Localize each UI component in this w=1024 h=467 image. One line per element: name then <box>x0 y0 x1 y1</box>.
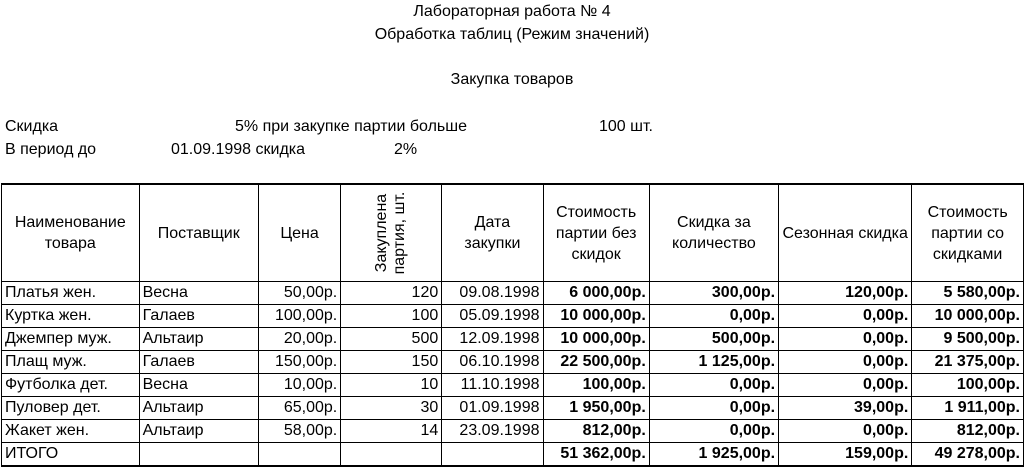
cell-supplier[interactable]: Альтаир <box>139 420 258 443</box>
cell-supplier[interactable]: Весна <box>139 374 258 397</box>
cell-qty[interactable]: 500 <box>341 328 442 351</box>
table-row <box>2 305 1024 328</box>
cell-qty-discount[interactable]: 1 125,00р. <box>649 351 778 374</box>
cell-date[interactable]: 05.09.1998 <box>442 305 543 328</box>
period-pct: 2% <box>394 141 418 158</box>
cell-date[interactable]: 06.10.1998 <box>442 351 543 374</box>
cell-name[interactable]: Пуловер дет. <box>2 397 140 420</box>
cell-name[interactable]: Джемпер муж. <box>2 328 140 351</box>
header-supplier: Поставщик <box>139 184 258 282</box>
cell-date[interactable]: 12.09.1998 <box>442 328 543 351</box>
cell-qty-discount[interactable]: 500,00р. <box>649 328 778 351</box>
cell-date[interactable]: 11.10.1998 <box>442 374 543 397</box>
table-row <box>2 351 1024 374</box>
table-title: Закупка товаров <box>450 71 574 88</box>
header-qty-discount: Скидка за количество <box>649 184 778 282</box>
cell-supplier[interactable]: Альтаир <box>139 397 258 420</box>
header-qty-label: Закуплена партия, шт. <box>373 191 409 274</box>
cell-supplier[interactable]: Весна <box>139 282 258 305</box>
cell-price[interactable]: 20,00р. <box>258 328 340 351</box>
cell-qty-discount[interactable]: 0,00р. <box>649 305 778 328</box>
cell-cost[interactable]: 100,00р. <box>543 374 649 397</box>
cell-season-discount[interactable]: 0,00р. <box>779 328 912 351</box>
cell-supplier[interactable]: Галаев <box>139 305 258 328</box>
title-line-1: Лабораторная работа № 4 <box>413 3 611 20</box>
cell-season-discount[interactable]: 0,00р. <box>779 351 912 374</box>
cell-qty[interactable]: 120 <box>341 282 442 305</box>
totals-label[interactable]: ИТОГО <box>2 443 140 467</box>
period-label: В период до <box>5 141 97 158</box>
totals-cost[interactable]: 51 362,00р. <box>543 443 649 467</box>
table-row <box>2 282 1024 305</box>
cell-qty-discount[interactable]: 300,00р. <box>649 282 778 305</box>
header-date: Дата закупки <box>442 184 543 282</box>
table-row <box>2 328 1024 351</box>
cell-price[interactable]: 10,00р. <box>258 374 340 397</box>
cell-name[interactable]: Футболка дет. <box>2 374 140 397</box>
cell-qty[interactable]: 14 <box>341 420 442 443</box>
cell-total[interactable]: 10 000,00р. <box>912 305 1024 328</box>
totals-total[interactable]: 49 278,00р. <box>912 443 1024 467</box>
totals-row <box>2 443 1024 467</box>
cell-season-discount[interactable]: 0,00р. <box>779 420 912 443</box>
table-row <box>2 374 1024 397</box>
cell-total[interactable]: 5 580,00р. <box>912 282 1024 305</box>
cell-total[interactable]: 812,00р. <box>912 420 1024 443</box>
header-name: Наименование товара <box>2 184 140 282</box>
header-total: Стоимость партии со скидками <box>912 184 1024 282</box>
cell-empty[interactable] <box>139 443 258 467</box>
cell-price[interactable]: 150,00р. <box>258 351 340 374</box>
cell-name[interactable]: Жакет жен. <box>2 420 140 443</box>
cell-qty[interactable]: 30 <box>341 397 442 420</box>
totals-qty-discount[interactable]: 1 925,00р. <box>649 443 778 467</box>
cell-cost[interactable]: 812,00р. <box>543 420 649 443</box>
cell-date[interactable]: 01.09.1998 <box>442 397 543 420</box>
cell-empty[interactable] <box>442 443 543 467</box>
cell-season-discount[interactable]: 120,00р. <box>779 282 912 305</box>
title-line-2: Обработка таблиц (Режим значений) <box>374 26 650 43</box>
cell-price[interactable]: 100,00р. <box>258 305 340 328</box>
table-row <box>2 397 1024 420</box>
cell-cost[interactable]: 6 000,00р. <box>543 282 649 305</box>
table-row <box>2 420 1024 443</box>
cell-cost[interactable]: 10 000,00р. <box>543 328 649 351</box>
cell-qty[interactable]: 150 <box>341 351 442 374</box>
cell-cost[interactable]: 10 000,00р. <box>543 305 649 328</box>
cell-total[interactable]: 9 500,00р. <box>912 328 1024 351</box>
cell-price[interactable]: 50,00р. <box>258 282 340 305</box>
discount-label: Скидка <box>5 118 59 135</box>
cell-qty[interactable]: 100 <box>341 305 442 328</box>
purchase-table <box>1 183 1024 467</box>
cell-name[interactable]: Платья жен. <box>2 282 140 305</box>
cell-empty[interactable] <box>258 443 340 467</box>
cell-qty[interactable]: 10 <box>341 374 442 397</box>
cell-total[interactable]: 21 375,00р. <box>912 351 1024 374</box>
period-value: 01.09.1998 скидка <box>171 141 306 158</box>
cell-name[interactable]: Плащ муж. <box>2 351 140 374</box>
discount-qty: 100 шт. <box>599 118 653 135</box>
header-cost: Стоимость партии без скидок <box>543 184 649 282</box>
header-qty <box>341 184 442 282</box>
cell-qty-discount[interactable]: 0,00р. <box>649 420 778 443</box>
cell-qty-discount[interactable]: 0,00р. <box>649 397 778 420</box>
cell-season-discount[interactable]: 39,00р. <box>779 397 912 420</box>
cell-season-discount[interactable]: 0,00р. <box>779 305 912 328</box>
cell-total[interactable]: 100,00р. <box>912 374 1024 397</box>
cell-empty[interactable] <box>341 443 442 467</box>
header-season-discount: Сезонная скидка <box>779 184 912 282</box>
cell-cost[interactable]: 1 950,00р. <box>543 397 649 420</box>
cell-name[interactable]: Куртка жен. <box>2 305 140 328</box>
cell-cost[interactable]: 22 500,00р. <box>543 351 649 374</box>
table-header-row <box>2 184 1024 282</box>
cell-total[interactable]: 1 911,00р. <box>912 397 1024 420</box>
cell-price[interactable]: 58,00р. <box>258 420 340 443</box>
cell-supplier[interactable]: Альтаир <box>139 328 258 351</box>
cell-qty-discount[interactable]: 0,00р. <box>649 374 778 397</box>
cell-season-discount[interactable]: 0,00р. <box>779 374 912 397</box>
header-price: Цена <box>258 184 340 282</box>
cell-date[interactable]: 09.08.1998 <box>442 282 543 305</box>
discount-value: 5% при закупке партии больше <box>235 118 467 135</box>
cell-date[interactable]: 23.09.1998 <box>442 420 543 443</box>
cell-price[interactable]: 65,00р. <box>258 397 340 420</box>
totals-season-discount[interactable]: 159,00р. <box>779 443 912 467</box>
cell-supplier[interactable]: Галаев <box>139 351 258 374</box>
